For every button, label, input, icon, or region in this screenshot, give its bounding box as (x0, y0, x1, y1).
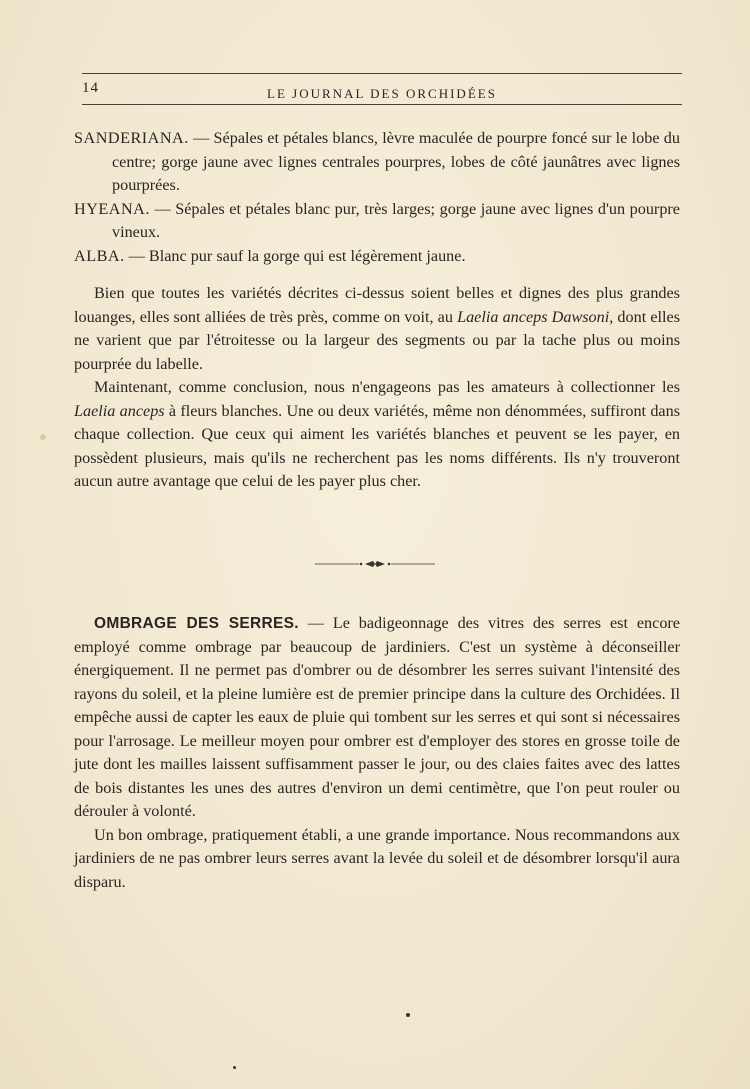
variety-description: — Sépales et pétales blanc pur, très larges; gorge jaune avec lignes d'un pourpre vineux. (112, 199, 680, 241)
section-divider-ornament (315, 557, 435, 571)
variety-name: SANDERIANA. (74, 129, 189, 147)
text-run: Maintenant, comme conclusion, nous n'engageons pas les amateurs à collectionner les (94, 378, 680, 396)
variety-name: ALBA. (74, 246, 125, 265)
species-name: Laelia anceps Dawsoni (457, 307, 610, 326)
ink-speck (233, 1066, 236, 1069)
variety-description: — Sépales et pétales blancs, lèvre maculée de pourpre foncé sur le lobe du centre; gorge jaune avec lignes centrales pourpres, lobes de côté jaunâtres avec lignes pourprées. (112, 129, 680, 194)
discussion-section (74, 282, 680, 494)
variety-description: — Blanc pur sauf la gorge qui est légèrement jaune. (124, 246, 466, 265)
text-run: — Le badigeonnage des vitres des serres est encore employé comme ombrage par beaucoup de jardiniers. C'est un système à déconseiller énergiquement. Il ne permet pas d'ombrer ou de désombrer les serres suivant l'intensité des rayons du soleil, et la pleine lumière est de premier principe dans la culture des Orchidées. Il empêche aussi de capter les eaux de pluie qui tombent sur les serres et qui sont si nécessaires pour l'arrosage. Le meilleur moyen pour ombrer est d'employer des stores en grosse toile de jute dont les mailles laissent suffisamment passer le jour, ou des claies faites avec des lattes de bois distantes les unes des autres d'environ un demi centimètre, que l'on peut rouler ou dérouler à volonté. (74, 614, 680, 820)
header-rule-top (82, 73, 682, 74)
variety-name: HYEANA. (74, 199, 150, 218)
section-title: OMBRAGE DES SERRES. (94, 615, 299, 632)
page-number: 14 (82, 80, 99, 96)
paragraph: Un bon ombrage, pratiquement établi, a une grande importance. Nous recommandons aux jardiniers de ne pas ombrer leurs serres avant la levée du soleil et de désombrer lorsqu'il aura disparu. (74, 825, 680, 891)
ink-speck (406, 1013, 410, 1017)
variety-list (74, 127, 680, 268)
text-run: à fleurs blanches. Une ou deux variétés, même non dénommées, suffiront dans chaque collection. Que ceux qui aiment les variétés blanches et peuvent se les payer, en possèdent plusieurs, mais qu'ils ne recherchent pas les noms différents. Ils n'y trouveront aucun autre avantage que celui de les payer plus cher. (74, 401, 681, 490)
paper-spot (40, 434, 46, 440)
text-run: , dont elles ne varient que par l'étroitesse ou la largeur des segments ou par la tache plus ou moins pourprée du labelle. (74, 307, 680, 373)
running-title: LE JOURNAL DES ORCHIDÉES (267, 86, 497, 101)
header-rule-bottom (82, 104, 682, 105)
paragraph (74, 612, 680, 824)
shading-section (74, 612, 680, 894)
variety-entry (74, 127, 680, 198)
variety-entry (74, 245, 680, 269)
text-run: Bien que toutes les variétés décrites ci-dessus soient belles et dignes des plus grandes louanges, elles sont alliées de très près, comme on voit, au (74, 284, 680, 326)
variety-entry (74, 198, 680, 245)
paragraph (74, 376, 680, 494)
species-name: Laelia anceps (74, 401, 165, 420)
paragraph (74, 282, 680, 376)
